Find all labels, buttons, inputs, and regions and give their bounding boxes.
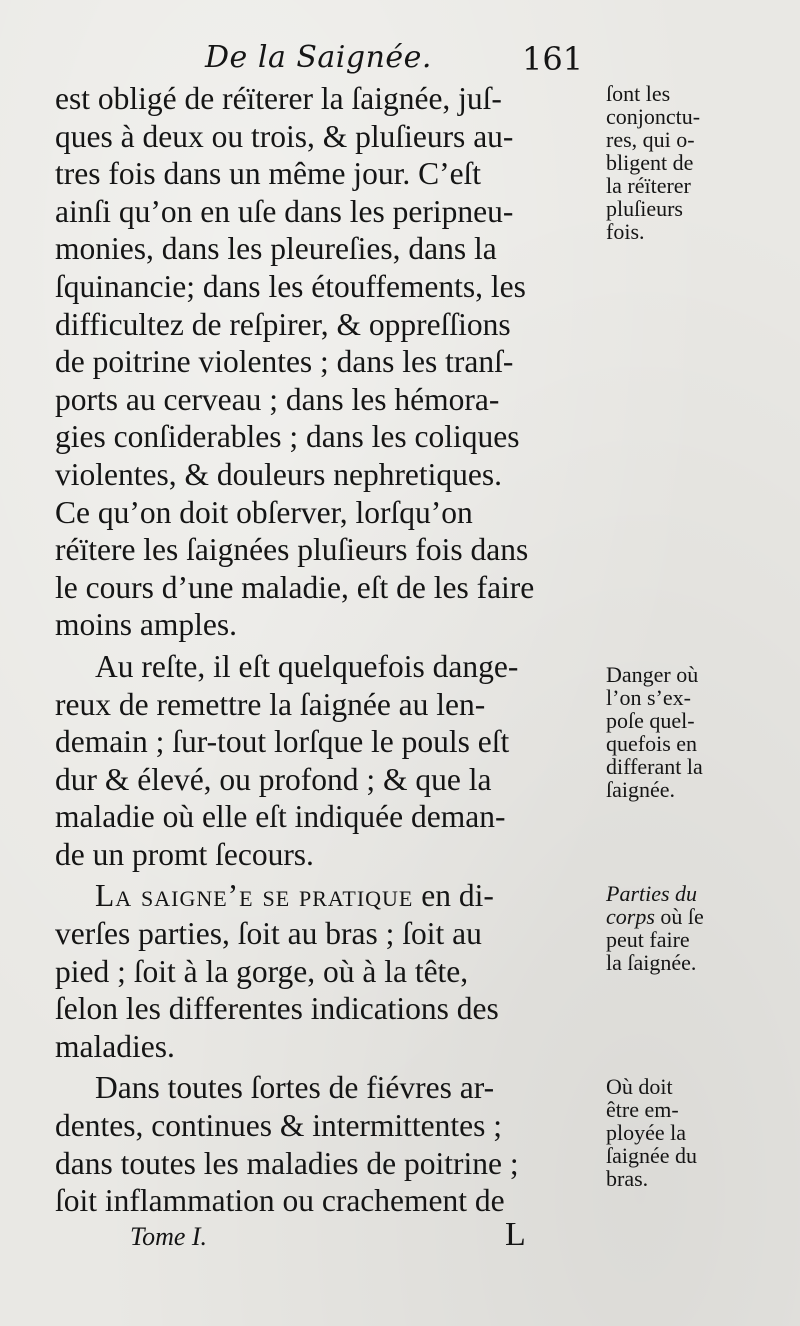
signature-mark: L: [505, 1216, 526, 1253]
small-caps-lead: La saigne’e se pratique: [95, 878, 414, 914]
text-line: ainſi qu’on en uſe dans les peripneu-: [55, 193, 514, 229]
text-line: est obligé de réïterer la ſaignée, juſ-: [55, 81, 502, 116]
text-line: verſes parties, ſoit au bras ; ſoit au: [55, 916, 482, 952]
text-line: de poitrine violentes ; dans les tranſ-: [55, 344, 514, 380]
margin-line: differant la: [606, 754, 703, 779]
text-line: Dans toutes ſortes de fiévres ar-: [95, 1070, 495, 1106]
main-text-column: [55, 80, 607, 1220]
text-line: demain ; ſur-tout lorſque le pouls eſt: [55, 724, 510, 760]
text-line: moins amples.: [55, 607, 237, 643]
text-line: de un promt ſecours.: [55, 836, 314, 872]
text-line: dur & élevé, ou profond ; & que la: [55, 761, 492, 797]
text-line: le cours d’une maladie, eſt de les faire: [55, 569, 535, 605]
text-line: ports au cerveau ; dans les hémora-: [55, 381, 500, 417]
text-line: reux de remettre la ſaignée au len-: [55, 686, 486, 722]
text-line: difficultez de reſpirer, & oppreſſions: [55, 306, 511, 342]
margin-line: la ſaignée.: [606, 950, 697, 975]
margin-italic: corps: [606, 904, 655, 929]
margin-line: [606, 882, 776, 905]
text-line: ſoit inflammation ou crachement de: [55, 1183, 505, 1219]
margin-line: ſont les: [606, 81, 671, 106]
text-line: gies conſiderables ; dans les coliques: [55, 419, 520, 455]
text-line: ſquinancie; dans les étouffements, les: [55, 268, 526, 304]
margin-line: corps où ſe: [606, 904, 704, 929]
margin-line: la réïterer: [606, 173, 691, 198]
margin-line: fois.: [606, 219, 645, 244]
text-line: maladies.: [55, 1028, 175, 1064]
text-line: Au reſte, il eſt quelquefois dange-: [95, 648, 519, 684]
margin-note-1: [606, 82, 776, 243]
paragraph-2: [55, 648, 607, 874]
margin-note-4: [606, 1075, 776, 1190]
text-line: [55, 877, 607, 915]
margin-note-2: [606, 663, 776, 801]
text-line: réïtere les ſaignées pluſieurs fois dans: [55, 532, 529, 568]
margin-line: conjonctu-: [606, 104, 701, 129]
paragraph-1: [55, 80, 607, 644]
margin-line: être em-: [606, 1097, 679, 1122]
page-number: 161: [522, 40, 584, 78]
margin-line: Où doit: [606, 1074, 673, 1099]
text-line: Ce qu’on doit obſerver, lorſqu’on: [55, 494, 473, 530]
margin-line: pluſieurs: [606, 196, 683, 221]
margin-note-3: [606, 882, 776, 974]
volume-label: Tome I.: [130, 1222, 208, 1251]
margin-italic: Parties du: [606, 881, 698, 906]
margin-line: peut faire: [606, 927, 690, 952]
text-line: monies, dans les pleureſies, dans la: [55, 231, 497, 267]
margin-line: bligent de: [606, 150, 694, 175]
margin-line: l’on s’ex-: [606, 685, 691, 710]
margin-line: res, qui o-: [606, 127, 695, 152]
text-line: tres fois dans un même jour. C’eſt: [55, 156, 482, 192]
running-head: De la Saignée.: [205, 40, 432, 75]
text-line: ſelon les differentes indications des: [55, 991, 499, 1027]
margin-line: ſaignée du: [606, 1143, 698, 1168]
text-line: violentes, & douleurs nephretiques.: [55, 456, 503, 492]
text-line: ques à deux ou trois, & pluſieurs au-: [55, 118, 514, 154]
text-line: pied ; ſoit à la gorge, où à la tête,: [55, 953, 469, 989]
margin-line: ſaignée.: [606, 777, 676, 802]
margin-line: quefois en: [606, 731, 698, 756]
text-line: dans toutes les maladies de poitrine ;: [55, 1145, 519, 1181]
margin-line: bras.: [606, 1166, 649, 1191]
text-line: dentes, continues & intermittentes ;: [55, 1108, 503, 1144]
text-run: en di-: [413, 878, 494, 914]
margin-line: poſe quel-: [606, 708, 695, 733]
margin-line: Danger où: [606, 662, 699, 687]
margin-line: ployée la: [606, 1120, 687, 1145]
paragraph-3: [55, 877, 607, 1065]
paragraph-4: [55, 1069, 607, 1219]
text-line: maladie où elle eſt indiquée deman-: [55, 799, 506, 835]
